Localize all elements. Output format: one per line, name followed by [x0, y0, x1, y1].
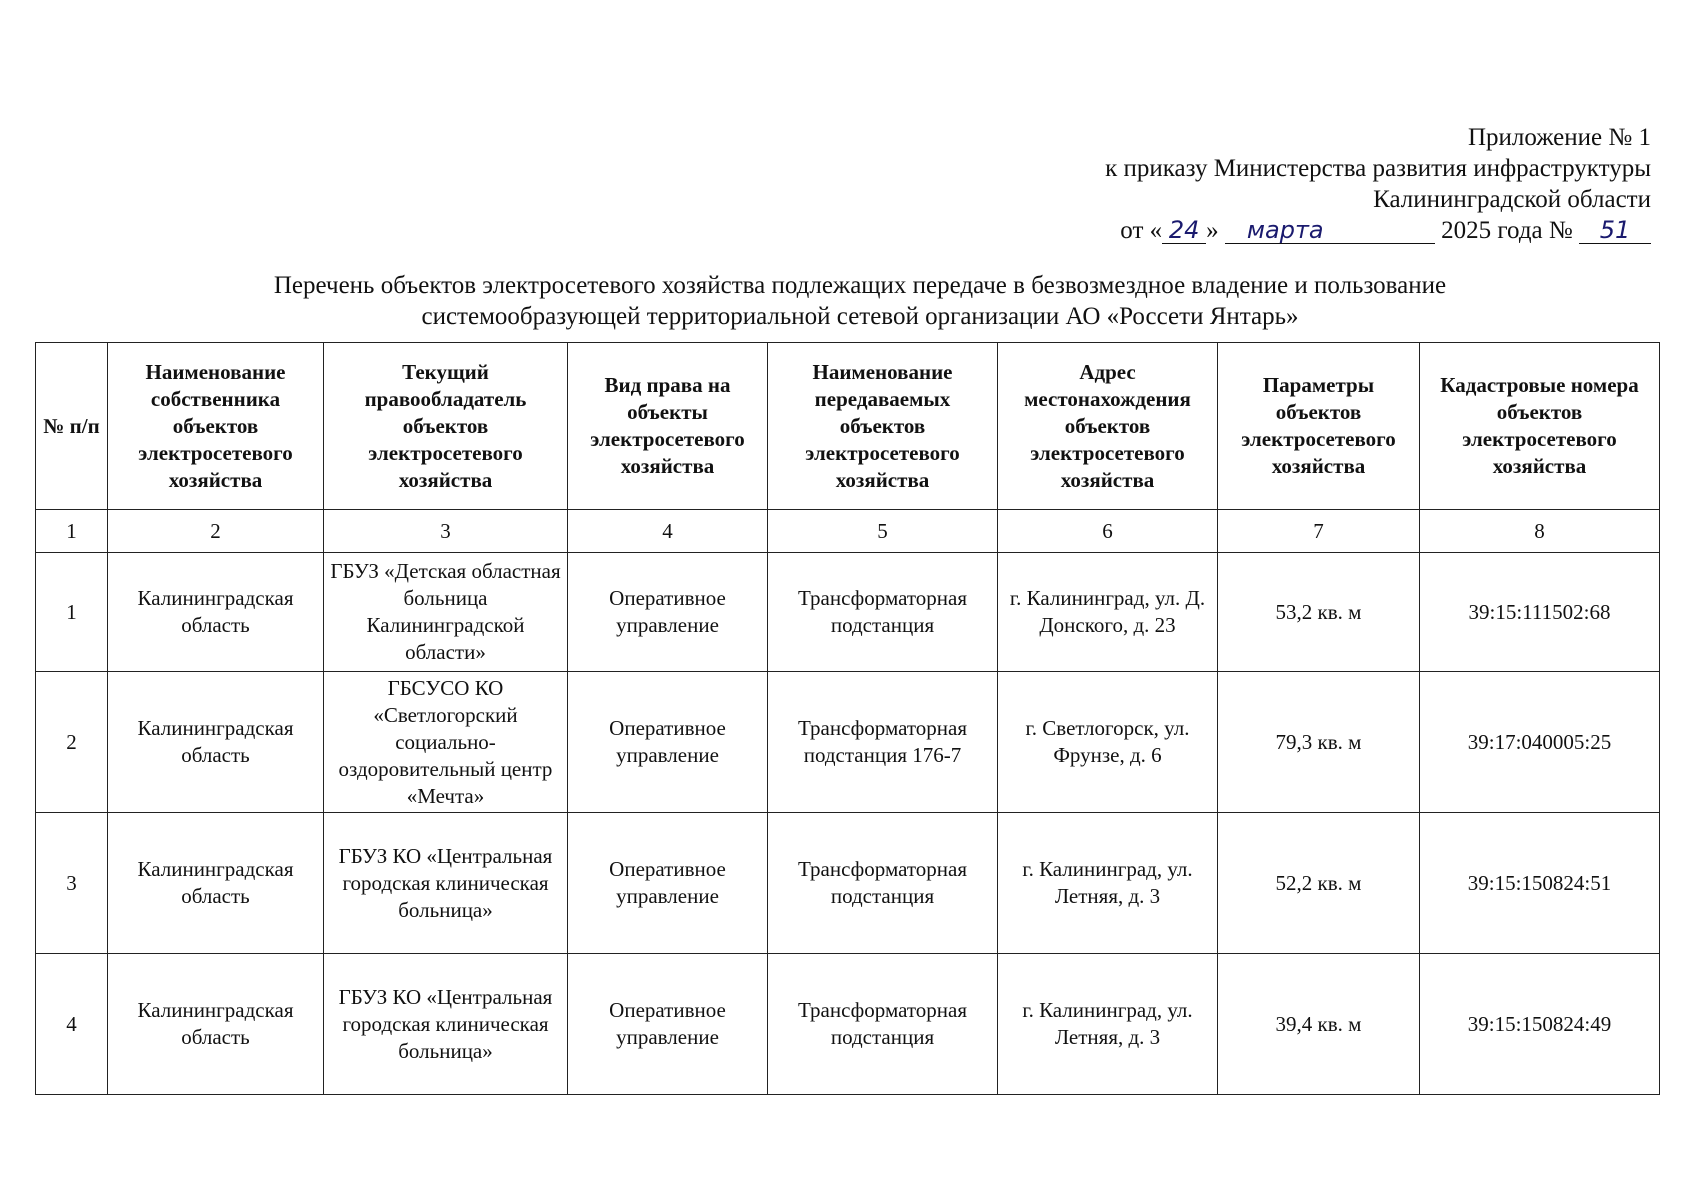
order-day: 24	[1162, 217, 1206, 244]
header-cell: Текущий правообладатель объектов электросетевого хозяйства	[324, 343, 568, 510]
cadastral-number-cell: 39:15:150824:49	[1420, 954, 1660, 1095]
column-number: 4	[568, 510, 768, 553]
column-number-row	[36, 510, 1660, 553]
row-number: 4	[36, 954, 108, 1095]
owner-cell: Калининградская область	[108, 553, 324, 672]
object-name-cell: Трансформаторная подстанция 176-7	[768, 672, 998, 813]
header-row	[36, 343, 1660, 510]
table-row	[36, 813, 1660, 954]
address-cell: г. Калининград, ул. Летняя, д. 3	[998, 954, 1218, 1095]
right-type-cell: Оперативное управление	[568, 672, 768, 813]
address-cell: г. Калининград, ул. Летняя, д. 3	[998, 813, 1218, 954]
objects-table	[35, 342, 1660, 1095]
object-name-cell: Трансформаторная подстанция	[768, 813, 998, 954]
right-holder-cell: ГБСУСО КО «Светлогорский социально-оздоровительный центр «Мечта»	[324, 672, 568, 813]
header-cell: Кадастровые номера объектов электросетевого хозяйства	[1420, 343, 1660, 510]
header-cell: Наименование собственника объектов электросетевого хозяйства	[108, 343, 324, 510]
object-name-cell: Трансформаторная подстанция	[768, 553, 998, 672]
header-cell: № п/п	[36, 343, 108, 510]
appendix-line-1: Приложение № 1	[1467, 124, 1651, 151]
header-cell: Вид права на объекты электросетевого хозяйства	[568, 343, 768, 510]
address-cell: г. Калининград, ул. Д. Донского, д. 23	[998, 553, 1218, 672]
appendix-line-3: Калининградской области	[1373, 186, 1651, 213]
owner-cell: Калининградская область	[108, 672, 324, 813]
header-cell: Наименование передаваемых объектов электросетевого хозяйства	[768, 343, 998, 510]
header-cell: Адрес местонахождения объектов электросетевого хозяйства	[998, 343, 1218, 510]
parameters-cell: 52,2 кв. м	[1218, 813, 1420, 954]
cadastral-number-cell: 39:17:040005:25	[1420, 672, 1660, 813]
from-label: от «	[1120, 217, 1163, 244]
title-line-1: Перечень объектов электросетевого хозяйства подлежащих передаче в безвозмездное владение и пользование	[273, 272, 1447, 299]
order-month: марта	[1225, 217, 1435, 244]
owner-cell: Калининградская область	[108, 813, 324, 954]
right-holder-cell: ГБУЗ КО «Центральная городская клиническая больница»	[324, 813, 568, 954]
right-holder-cell: ГБУЗ «Детская областная больница Калининградской области»	[324, 553, 568, 672]
parameters-cell: 39,4 кв. м	[1218, 954, 1420, 1095]
cadastral-number-cell: 39:15:111502:68	[1420, 553, 1660, 672]
right-type-cell: Оперативное управление	[568, 813, 768, 954]
title-line-2: системообразующей территориальной сетевой организации АО «Россети Янтарь»	[421, 303, 1299, 330]
appendix-block	[1105, 122, 1651, 246]
right-holder-cell: ГБУЗ КО «Центральная городская клиническая больница»	[324, 954, 568, 1095]
column-number: 7	[1218, 510, 1420, 553]
column-number: 2	[108, 510, 324, 553]
header-cell: Параметры объектов электросетевого хозяйства	[1218, 343, 1420, 510]
quote-close: »	[1206, 217, 1219, 244]
parameters-cell: 53,2 кв. м	[1218, 553, 1420, 672]
table-row	[36, 553, 1660, 672]
column-number: 5	[768, 510, 998, 553]
object-name-cell: Трансформаторная подстанция	[768, 954, 998, 1095]
column-number: 3	[324, 510, 568, 553]
column-number: 6	[998, 510, 1218, 553]
order-number: 51	[1579, 217, 1651, 244]
owner-cell: Калининградская область	[108, 954, 324, 1095]
document-title	[130, 270, 1590, 332]
row-number: 1	[36, 553, 108, 672]
right-type-cell: Оперативное управление	[568, 954, 768, 1095]
row-number: 2	[36, 672, 108, 813]
column-number: 1	[36, 510, 108, 553]
appendix-date-line	[1105, 215, 1651, 246]
year-text: 2025 года №	[1441, 217, 1573, 244]
parameters-cell: 79,3 кв. м	[1218, 672, 1420, 813]
table-row	[36, 954, 1660, 1095]
table-row	[36, 672, 1660, 813]
right-type-cell: Оперативное управление	[568, 553, 768, 672]
column-number: 8	[1420, 510, 1660, 553]
address-cell: г. Светлогорск, ул. Фрунзе, д. 6	[998, 672, 1218, 813]
row-number: 3	[36, 813, 108, 954]
appendix-line-2: к приказу Министерства развития инфраструктуры	[1105, 155, 1651, 182]
cadastral-number-cell: 39:15:150824:51	[1420, 813, 1660, 954]
